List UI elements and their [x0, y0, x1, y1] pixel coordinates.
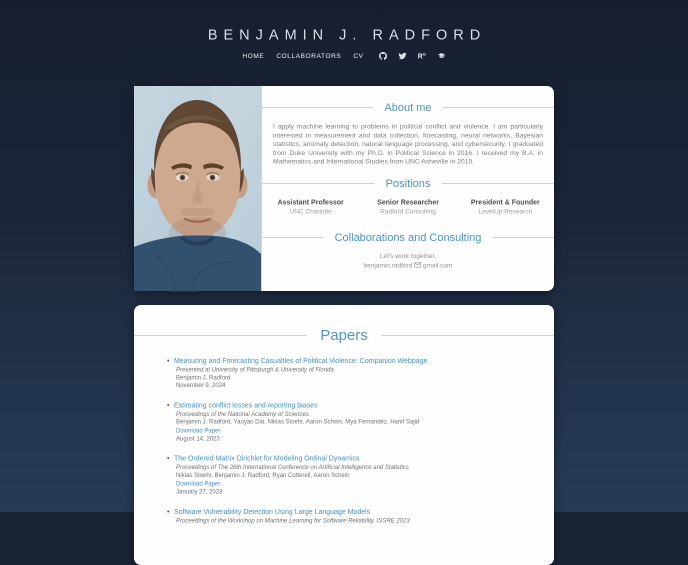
divider-line — [381, 335, 554, 336]
social-icons — [379, 52, 446, 61]
paper-title-link[interactable]: Software Vulnerability Detection Using Large Language Models — [173, 507, 371, 516]
divider-line — [441, 183, 554, 184]
scholar-icon[interactable] — [437, 52, 446, 61]
profile-photo — [134, 86, 261, 291]
github-icon[interactable] — [379, 52, 388, 61]
email-user: benjamin.radford — [363, 261, 413, 269]
position-org: UNC Charlotte — [289, 207, 332, 215]
paper-venue: Proceedings of the Workshop on Machine Learning for Software Reliability, ISSRE 2023 — [176, 516, 410, 524]
paper-venue: Proceedings of The 26th International Conference on Artificial Intelligence and Statistics — [176, 463, 409, 471]
positions-section-heading — [262, 177, 554, 190]
positions-row — [262, 198, 554, 215]
collaborations-heading-text: Collaborations and Consulting — [334, 230, 482, 244]
paper-authors: Niklas Stoehr, Benjamin J. Radford, Ryan Cotterell, Aaron Schein — [176, 471, 350, 479]
download-paper-link[interactable]: Download Paper. — [176, 480, 222, 487]
paper-venue: Presented at University of Pittsburgh & University of Florida — [176, 366, 334, 373]
profile-content — [261, 86, 554, 291]
position-org: Radford Consulting — [380, 207, 436, 215]
about-section-heading — [262, 101, 554, 114]
paper-authors: Benjamin J. Radford — [176, 373, 231, 381]
paper-title-link[interactable]: The Ordered Matrix Dirichlet for Modeling Ordinal Dynamics — [173, 454, 360, 462]
envelope-icon — [414, 263, 421, 268]
paper-title-link[interactable]: Estimating conflict losses and reporting biases — [173, 400, 318, 409]
paper-item — [167, 507, 532, 525]
about-text: I apply machine learning to problems in political conflict and violence. I am particularly interested in measurement and data collection, forecasting, neural networks, Bayesian statistics, anomaly detection, natural language processing, and cybersecurity. I graduated from Duke University with my Ph.D. in Political Science in 2016. I received my B.A. in Mathematics and International Studies from UNC Asheville in 2010. — [273, 122, 543, 165]
researchgate-icon[interactable]: $R^G$ — [417, 51, 426, 60]
position-title: Senior Researcher — [377, 197, 439, 206]
paper-date: August 14, 2023 — [176, 434, 220, 442]
divider-line — [262, 237, 324, 238]
divider-line — [134, 335, 307, 336]
position-item — [457, 198, 554, 215]
paper-date: November 9, 2024 — [176, 381, 226, 389]
twitter-icon[interactable] — [398, 52, 407, 61]
positions-heading-text: Positions — [385, 176, 431, 190]
bullet-icon: • — [167, 400, 170, 409]
papers-section-heading — [134, 327, 554, 344]
paper-authors: Benjamin J. Radford, Yaoyao Dai, Niklas Stoehr, Aaron Schein, Mya Fernandez, Hanif Sajid — [176, 418, 420, 425]
nav-link-cv[interactable]: CV — [353, 52, 364, 60]
email-domain: gmail.com — [422, 261, 453, 269]
paper-item — [167, 454, 532, 496]
position-org: LevelUp Research — [478, 207, 533, 215]
paper-item — [167, 356, 532, 389]
paper-date: January 27, 2023 — [176, 488, 223, 495]
paper-title-link[interactable]: Measuring and Forecasting Casualties of Political Violence: Companion Webpage — [173, 356, 428, 365]
profile-card — [134, 86, 554, 291]
nav-link-home[interactable]: HOME — [242, 52, 265, 60]
position-item — [262, 198, 359, 215]
main-nav — [0, 52, 688, 61]
bullet-icon: • — [167, 454, 170, 462]
email-line — [262, 261, 554, 269]
nav-link-collaborators[interactable]: COLLABORATORS — [276, 52, 342, 60]
about-heading-text: About me — [384, 101, 432, 114]
papers-list — [134, 356, 554, 525]
site-title: BENJAMIN J. RADFORD — [207, 27, 487, 43]
bullet-icon: • — [167, 507, 170, 516]
position-title: Assistant Professor — [277, 197, 344, 206]
bullet-icon: • — [167, 356, 170, 365]
download-paper-link[interactable]: Download Paper. — [176, 426, 222, 434]
site-header — [0, 0, 688, 60]
divider-line — [262, 107, 373, 108]
divider-line — [262, 183, 375, 184]
papers-heading-text: Papers — [320, 327, 368, 344]
paper-item — [167, 400, 532, 442]
divider-line — [492, 237, 554, 238]
position-title: President & Founder — [470, 197, 540, 206]
collaborations-tagline: Let's work together. — [379, 251, 437, 260]
collaborations-section-heading — [262, 231, 554, 244]
papers-card — [134, 305, 554, 565]
divider-line — [443, 107, 554, 108]
position-item — [359, 198, 456, 215]
paper-venue: Proceedings of the National Academy of Sciences — [176, 410, 309, 418]
profile-photo-illustration — [134, 86, 261, 291]
